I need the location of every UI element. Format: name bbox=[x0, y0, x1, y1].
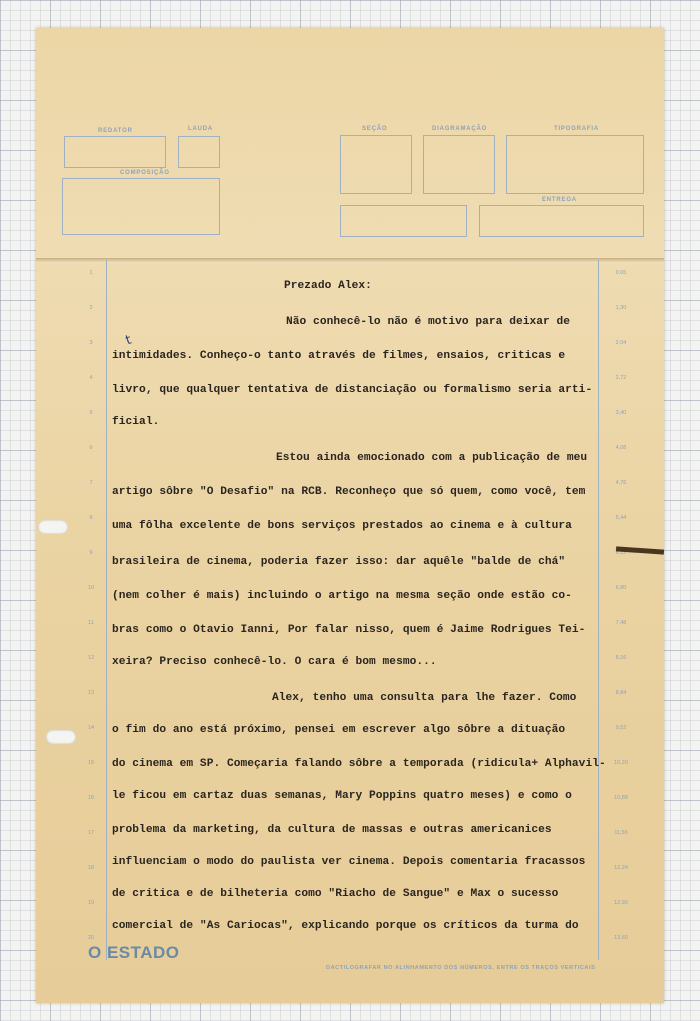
letter-line: o fim do ano está próximo, pensei em escrever algo sôbre a dituação bbox=[112, 724, 566, 736]
right-scale-number: 4,08 bbox=[615, 445, 627, 451]
line-number: 12 bbox=[87, 655, 95, 661]
letter-line: xeira? Preciso conhecê-lo. O cara é bom mesmo... bbox=[112, 656, 437, 668]
tipografia-box bbox=[506, 135, 644, 194]
right-scale-number: 12,92 bbox=[614, 900, 628, 906]
secao-box bbox=[340, 135, 412, 194]
right-scale-number: 4,76 bbox=[615, 480, 627, 486]
letter-line: bras como o Otavio Ianni, Por falar nisso, quem é Jaime Rodrigues Tei- bbox=[112, 624, 586, 636]
right-scale-number: 9,52 bbox=[615, 725, 627, 731]
punch-hole-top bbox=[38, 520, 68, 534]
composicao-box bbox=[62, 178, 220, 235]
lauda-label: LAUDA bbox=[188, 126, 213, 132]
diagramacao-label: DIAGRAMAÇÃO bbox=[432, 126, 488, 132]
line-number: 3 bbox=[89, 340, 93, 346]
letter-line: intimidades. Conheço-o tanto através de filmes, ensaios, criticas e bbox=[112, 350, 566, 362]
redator-label: REDATOR bbox=[98, 128, 133, 134]
line-number: 7 bbox=[89, 480, 93, 486]
right-scale-number: 2,04 bbox=[615, 340, 627, 346]
paper-fold bbox=[36, 258, 664, 263]
letter-line: do cinema em SP. Começaria falando sôbre a temporada (ridicula+ Alphavil- bbox=[112, 758, 606, 770]
line-number: 18 bbox=[87, 865, 95, 871]
o-estado-stamp: O ESTADO bbox=[88, 943, 180, 962]
tipografia-label: TIPOGRAFIA bbox=[554, 126, 599, 132]
line-number: 13 bbox=[87, 690, 95, 696]
blank-box bbox=[340, 205, 467, 237]
redator-box bbox=[64, 136, 166, 168]
diagramacao-box bbox=[423, 135, 495, 194]
right-margin-rule bbox=[598, 260, 599, 960]
line-number: 16 bbox=[87, 795, 95, 801]
right-scale-number: 6,12 bbox=[615, 550, 627, 556]
right-scale-number: 0,65 bbox=[615, 270, 627, 276]
secao-label: SEÇÃO bbox=[362, 126, 388, 132]
line-number: 6 bbox=[89, 445, 93, 451]
line-number: 2 bbox=[89, 305, 93, 311]
line-number: 4 bbox=[89, 375, 93, 381]
right-scale-number: 10,20 bbox=[614, 760, 628, 766]
entrega-label: ENTREGA bbox=[542, 197, 577, 203]
manuscript-sheet bbox=[36, 28, 664, 1003]
right-scale-number: 11,56 bbox=[614, 830, 628, 836]
left-margin-rule bbox=[106, 260, 107, 960]
letter-line: (nem colher é mais) incluindo o artigo na mesma seção onde estão co- bbox=[112, 590, 572, 602]
line-number: 15 bbox=[87, 760, 95, 766]
right-scale-number: 7,48 bbox=[615, 620, 627, 626]
right-scale-number: 3,40 bbox=[615, 410, 627, 416]
right-scale-number: 10,88 bbox=[614, 795, 628, 801]
letter-line: de critica e de bilheteria como "Riacho de Sangue" e Max o sucesso bbox=[112, 888, 559, 900]
line-number: 1 bbox=[89, 270, 93, 276]
line-number: 5 bbox=[89, 410, 93, 416]
punch-hole-bottom bbox=[46, 730, 76, 744]
letter-line: comercial de "As Cariocas", explicando porque os críticos da turma do bbox=[112, 920, 579, 932]
typing-instruction-note: DACTILOGRAFAR NO ALINHAMENTO DOS NÚMEROS, ENTRE OS TRAÇOS VERTICAIS bbox=[326, 965, 596, 971]
right-scale-number: 13,60 bbox=[614, 935, 628, 941]
letter-line: Estou ainda emocionado com a publicação de meu bbox=[276, 452, 588, 464]
letter-line: Não conhecê-lo não é motivo para deixar de bbox=[286, 316, 571, 328]
right-scale-number: 6,80 bbox=[615, 585, 627, 591]
line-number: 17 bbox=[87, 830, 95, 836]
composicao-label: COMPOSIÇÃO bbox=[120, 170, 170, 176]
letter-line: influenciam o modo do paulista ver cinema. Depois comentaria fracassos bbox=[112, 856, 586, 868]
line-number: 19 bbox=[87, 900, 95, 906]
right-scale-number: 2,72 bbox=[615, 375, 627, 381]
right-scale-number: 1,30 bbox=[615, 305, 627, 311]
right-scale-number: 5,44 bbox=[615, 515, 627, 521]
line-number: 14 bbox=[87, 725, 95, 731]
right-scale-number: 8,84 bbox=[615, 690, 627, 696]
letter-line: livro, que qualquer tentativa de distanciação ou formalismo seria arti- bbox=[112, 384, 593, 396]
letter-line: artigo sôbre "O Desafio" na RCB. Reconheço que só quem, como você, tem bbox=[112, 486, 586, 498]
right-scale-number: 8,16 bbox=[615, 655, 627, 661]
letter-line: uma fôlha excelente de bons serviços prestados ao cinema e à cultura bbox=[112, 520, 572, 532]
letter-line: ficial. bbox=[112, 416, 160, 428]
letter-line: brasileira de cinema, poderia fazer isso: dar aquêle "balde de chá" bbox=[112, 556, 566, 568]
right-scale-number: 12,24 bbox=[614, 865, 628, 871]
letter-line: Alex, tenho uma consulta para lhe fazer. Como bbox=[272, 692, 577, 704]
line-number: 9 bbox=[89, 550, 93, 556]
handwritten-correction-mark: t bbox=[123, 332, 134, 349]
entrega-box bbox=[479, 205, 644, 237]
letter-line: problema da marketing, da cultura de massas e outras americanices bbox=[112, 824, 552, 836]
line-number: 10 bbox=[87, 585, 95, 591]
line-number: 11 bbox=[88, 620, 94, 626]
line-number: 8 bbox=[89, 515, 93, 521]
line-number: 20 bbox=[87, 935, 95, 941]
lauda-box bbox=[178, 136, 220, 168]
salutation: Prezado Alex: bbox=[284, 280, 372, 292]
letter-line: le ficou em cartaz duas semanas, Mary Poppins quatro meses) e como o bbox=[112, 790, 572, 802]
